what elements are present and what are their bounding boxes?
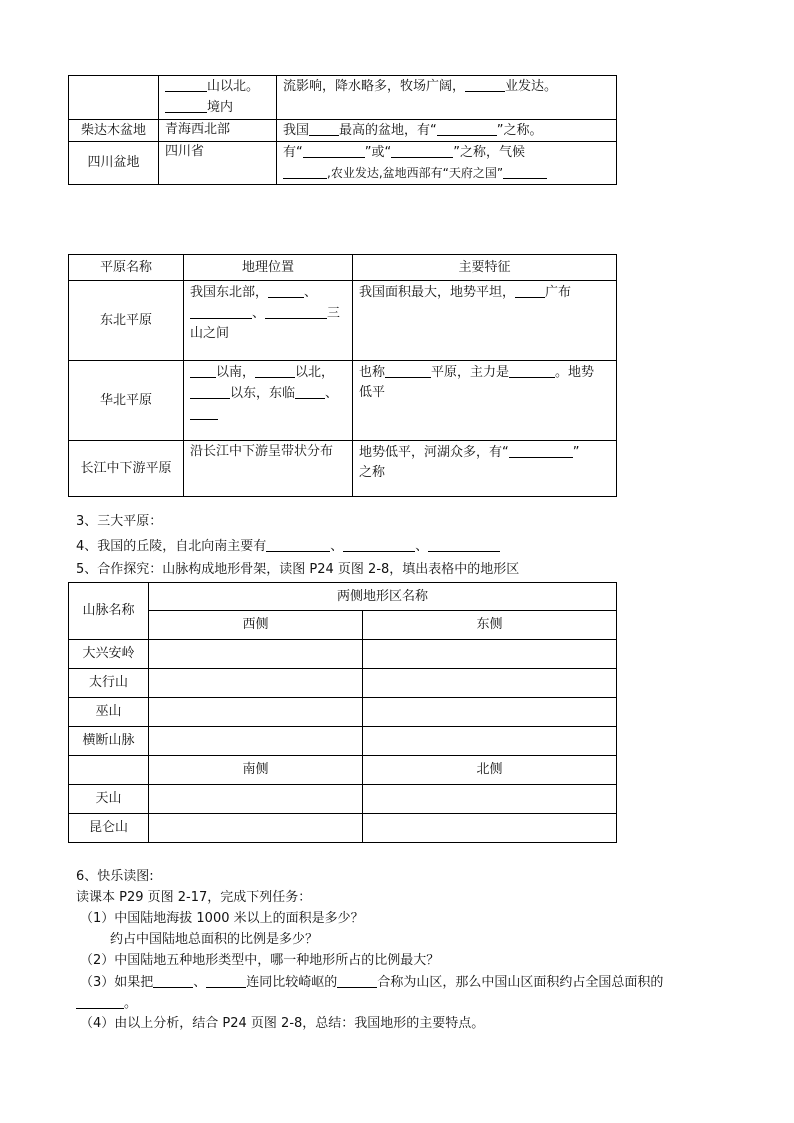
basin-name-cell: 柴达木盆地 — [69, 120, 159, 142]
fill-blank[interactable] — [190, 362, 216, 378]
fill-blank[interactable] — [437, 120, 497, 136]
fill-blank[interactable] — [309, 120, 339, 136]
fill-blank[interactable] — [153, 972, 193, 988]
fill-blank[interactable] — [503, 163, 547, 179]
fill-blank[interactable] — [255, 362, 295, 378]
fill-blank[interactable] — [385, 362, 431, 378]
fill-blank[interactable] — [343, 536, 415, 552]
answer-cell-east[interactable] — [363, 698, 617, 727]
plain-feature-cell: 也称 平原，主力是 。地势 低平 — [353, 361, 617, 441]
question-5: 5、合作探究：山脉构成地形骨架，读图 P24 页图 2-8，填出表格中的地形区 — [76, 562, 520, 577]
fill-blank[interactable] — [303, 142, 365, 158]
basin-table — [68, 75, 617, 185]
answer-cell-west[interactable] — [149, 698, 363, 727]
basin-location-cell: 青海西北部 — [159, 120, 277, 142]
fill-blank[interactable] — [268, 282, 304, 298]
fill-blank[interactable] — [509, 442, 573, 458]
answer-cell-south[interactable] — [149, 785, 363, 814]
column-header: 主要特征 — [353, 255, 617, 281]
fill-blank[interactable] — [190, 404, 218, 420]
column-header-west: 西侧 — [149, 611, 363, 640]
mountain-name-cell: 大兴安岭 — [69, 640, 149, 669]
mountain-name-cell: 横断山脉 — [69, 727, 149, 756]
fill-blank[interactable] — [515, 282, 545, 298]
question-6-1: （1）中国陆地海拔 1000 米以上的面积是多少？ — [80, 911, 364, 926]
question-4: 4、我国的丘陵，自北向南主要有 、 、 — [76, 536, 500, 557]
column-header: 地理位置 — [184, 255, 353, 281]
mountain-name-cell: 巫山 — [69, 698, 149, 727]
column-header: 两侧地形区名称 — [149, 583, 617, 611]
plain-name-cell: 长江中下游平原 — [69, 441, 184, 497]
fill-blank[interactable] — [190, 303, 252, 319]
column-header-east: 东侧 — [363, 611, 617, 640]
answer-cell-east[interactable] — [363, 727, 617, 756]
mountain-name-cell: 昆仑山 — [69, 814, 149, 843]
fill-blank[interactable] — [465, 76, 505, 92]
fill-blank[interactable] — [190, 383, 230, 399]
plain-feature-cell: 我国面积最大，地势平坦， 广布 — [353, 281, 617, 361]
question-6-title: 6、快乐读图: — [76, 869, 154, 884]
fill-blank[interactable] — [283, 163, 327, 179]
answer-cell-west[interactable] — [149, 669, 363, 698]
column-header-north: 北侧 — [363, 756, 617, 785]
answer-cell-west[interactable] — [149, 640, 363, 669]
plain-location-cell: 沿长江中下游呈带状分布 — [184, 441, 353, 497]
answer-cell-east[interactable] — [363, 640, 617, 669]
column-header: 山脉名称 — [69, 583, 149, 640]
plain-name-cell: 华北平原 — [69, 361, 184, 441]
basin-feature-cell: 有“ ”或“ ”之称，气候 ,农业发达,盆地西部有“天府之国” — [277, 142, 617, 185]
fill-blank[interactable] — [428, 536, 500, 552]
question-6-1-sub: 约占中国陆地总面积的比例是多少？ — [110, 932, 319, 947]
question-6-intro: 读课本 P29 页图 2-17，完成下列任务： — [76, 890, 312, 905]
answer-cell-north[interactable] — [363, 814, 617, 843]
fill-blank[interactable] — [391, 142, 453, 158]
plain-location-cell: 我国东北部， 、 、 三 山之间 — [184, 281, 353, 361]
mountain-table — [68, 582, 617, 843]
question-6-4: （4）由以上分析，结合 P24 页图 2-8，总结：我国地形的主要特点。 — [80, 1016, 485, 1031]
fill-blank[interactable] — [165, 76, 207, 92]
mountain-name-cell: 太行山 — [69, 669, 149, 698]
fill-blank[interactable] — [265, 303, 327, 319]
plain-location-cell: 以南， 以北， 以东，东临 、 — [184, 361, 353, 441]
question-6-2: （2）中国陆地五种地形类型中，哪一种地形所占的比例最大？ — [80, 953, 440, 968]
fill-blank[interactable] — [76, 993, 124, 1009]
mountain-name-cell: 天山 — [69, 785, 149, 814]
basin-location-cell: 山以北。 境内 — [159, 76, 277, 120]
answer-cell-south[interactable] — [149, 814, 363, 843]
question-6-3-cont: 。 — [76, 993, 137, 1014]
answer-cell-west[interactable] — [149, 727, 363, 756]
basin-feature-cell: 流影响，降水略多，牧场广阔， 业发达。 — [277, 76, 617, 120]
fill-blank[interactable] — [295, 383, 325, 399]
answer-cell-north[interactable] — [363, 785, 617, 814]
plain-feature-cell: 地势低平，河湖众多，有“ ” 之称 — [353, 441, 617, 497]
column-header-south: 南侧 — [149, 756, 363, 785]
fill-blank[interactable] — [206, 972, 246, 988]
fill-blank[interactable] — [165, 97, 207, 113]
basin-name-cell — [69, 76, 159, 120]
question-6-3: （3）如果把 、 连同比较崎岖的 合称为山区，那么中国山区面积约占全国总面积的 — [80, 972, 663, 993]
fill-blank[interactable] — [337, 972, 377, 988]
plain-name-cell: 东北平原 — [69, 281, 184, 361]
fill-blank[interactable] — [509, 362, 555, 378]
basin-feature-cell: 我国 最高的盆地，有“ ”之称。 — [277, 120, 617, 142]
plain-table — [68, 254, 617, 497]
answer-cell-east[interactable] — [363, 669, 617, 698]
basin-name-cell: 四川盆地 — [69, 142, 159, 185]
empty-cell — [69, 756, 149, 785]
basin-location-cell: 四川省 — [159, 142, 277, 185]
column-header: 平原名称 — [69, 255, 184, 281]
fill-blank[interactable] — [266, 536, 330, 552]
question-3: 3、三大平原： — [76, 514, 163, 529]
